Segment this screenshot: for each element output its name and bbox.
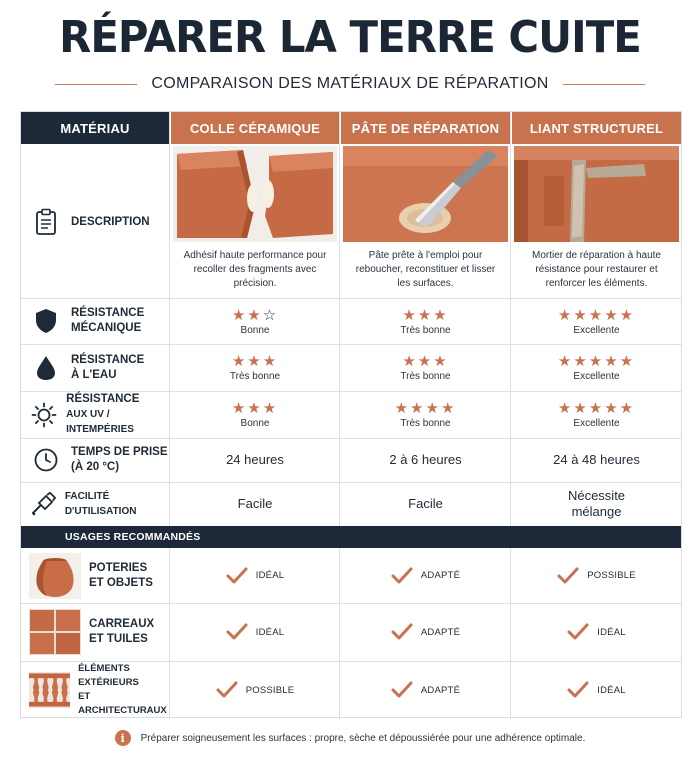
usage-label-carreaux bbox=[21, 603, 169, 661]
row-label-resistance-mecanique bbox=[21, 298, 169, 344]
header-colle-ceramique: COLLE CÉRAMIQUE bbox=[171, 112, 339, 144]
usage-rating-text: ADAPTÉ bbox=[420, 570, 461, 581]
star-filled-icon: ★ bbox=[588, 400, 605, 417]
star-filled-icon: ★ bbox=[231, 306, 248, 324]
check-icon bbox=[391, 567, 413, 585]
ease-of-use-value: Facile bbox=[237, 496, 273, 511]
check-icon bbox=[226, 623, 248, 641]
colle-ceramique-description: Adhésif haute performance pour recoller des fragments avec précision. bbox=[183, 250, 327, 289]
clock-icon bbox=[21, 448, 71, 472]
setting-time-value: 24 heures bbox=[226, 452, 284, 467]
star-filled-icon: ★ bbox=[231, 400, 248, 417]
column-divider bbox=[339, 112, 340, 719]
usages-section-header: USAGES RECOMMANDÉS bbox=[21, 526, 681, 548]
comparison-table bbox=[20, 111, 682, 718]
rating-cell bbox=[341, 298, 510, 344]
header-liant-structurel: LIANT STRUCTUREL bbox=[512, 112, 681, 144]
usage-rating-cell bbox=[171, 661, 339, 719]
row-label-resistance-uv bbox=[21, 391, 169, 438]
ease-of-use-cell bbox=[512, 482, 681, 526]
row-label-temps-de-prise bbox=[21, 438, 169, 482]
star-empty-icon: ☆ bbox=[262, 306, 279, 324]
usage-rating-text: ADAPTÉ bbox=[420, 684, 461, 696]
usage-rating-cell bbox=[512, 603, 681, 661]
row-label-description bbox=[21, 146, 169, 298]
usage-label-text: CARREAUX ET TUILES bbox=[89, 618, 155, 645]
subtitle-divider-left bbox=[55, 84, 137, 85]
star-filled-icon: ★ bbox=[425, 400, 441, 417]
colle-ceramique-photo bbox=[173, 146, 337, 242]
page-title: RÉPARER LA TERRE CUITE bbox=[59, 12, 641, 63]
usage-rating-cell bbox=[341, 661, 510, 719]
setting-time-cell bbox=[341, 438, 510, 482]
rating-text: Très bonne bbox=[400, 418, 451, 429]
page-subtitle: COMPARAISON DES MATÉRIAUX DE RÉPARATION bbox=[151, 75, 549, 92]
rating-cell bbox=[512, 344, 681, 391]
usage-rating-cell bbox=[512, 548, 681, 603]
usage-rating-cell bbox=[512, 661, 681, 719]
setting-time-cell bbox=[171, 438, 339, 482]
usage-label-elements-exterieurs bbox=[21, 661, 169, 719]
star-filled-icon: ★ bbox=[417, 353, 434, 370]
usage-rating-text: IDÉAL bbox=[255, 570, 285, 581]
star-filled-icon: ★ bbox=[247, 400, 263, 417]
star-filled-icon: ★ bbox=[410, 400, 426, 417]
star-filled-icon: ★ bbox=[604, 353, 620, 370]
row-label-text: RÉSISTANCE MÉCANIQUE bbox=[71, 307, 145, 334]
rating-text: Excellente bbox=[573, 324, 620, 336]
usage-rating-text: POSSIBLE bbox=[245, 684, 295, 696]
subtitle-row bbox=[0, 72, 700, 96]
star-rating bbox=[395, 400, 457, 417]
row-label-text: TEMPS DE PRISE (À 20 °C) bbox=[71, 446, 168, 473]
usage-rating-cell bbox=[341, 603, 510, 661]
star-rating bbox=[558, 353, 635, 370]
shield-icon bbox=[21, 308, 71, 334]
star-rating bbox=[232, 400, 278, 417]
star-filled-icon: ★ bbox=[402, 353, 418, 370]
star-rating bbox=[558, 307, 635, 324]
star-filled-icon: ★ bbox=[619, 353, 636, 370]
star-filled-icon: ★ bbox=[604, 306, 620, 324]
check-icon bbox=[391, 623, 413, 641]
setting-time-cell bbox=[512, 438, 681, 482]
liant-structurel-description: Mortier de réparation à haute résistance pour restaurer et renforcer les éléments. bbox=[532, 250, 661, 289]
check-icon bbox=[567, 681, 589, 699]
star-filled-icon: ★ bbox=[588, 306, 605, 324]
star-filled-icon: ★ bbox=[588, 353, 605, 370]
usage-rating-text: POSSIBLE bbox=[587, 570, 636, 581]
usage-rating-text: IDÉAL bbox=[597, 684, 626, 696]
star-rating bbox=[232, 307, 278, 324]
usage-rating-cell bbox=[171, 548, 339, 603]
row-label-facilite bbox=[21, 482, 169, 526]
tiles-thumbnail bbox=[29, 609, 81, 655]
star-filled-icon: ★ bbox=[557, 400, 574, 417]
check-icon bbox=[216, 681, 238, 699]
star-filled-icon: ★ bbox=[433, 353, 449, 370]
check-icon bbox=[391, 681, 413, 699]
row-label-text: FACILITÉ D'UTILISATION bbox=[64, 491, 137, 517]
usage-rating-cell bbox=[171, 603, 339, 661]
footer-note bbox=[0, 728, 700, 748]
ease-of-use-cell bbox=[341, 482, 510, 526]
liant-structurel-photo bbox=[514, 146, 679, 242]
rating-text: Bonne bbox=[240, 324, 270, 336]
star-filled-icon: ★ bbox=[262, 353, 279, 370]
ease-of-use-value: Facile bbox=[408, 496, 443, 511]
star-filled-icon: ★ bbox=[402, 306, 418, 324]
balustrade-thumbnail bbox=[29, 667, 70, 713]
pate-reparation-photo bbox=[343, 146, 508, 242]
row-label-text: DESCRIPTION bbox=[71, 215, 150, 228]
star-filled-icon: ★ bbox=[417, 306, 434, 324]
row-label-resistance-eau bbox=[21, 344, 169, 391]
check-icon bbox=[226, 567, 248, 585]
usage-label-poteries bbox=[21, 548, 169, 603]
column-divider bbox=[510, 112, 511, 719]
glue-gun-icon bbox=[21, 492, 65, 516]
rating-cell bbox=[171, 344, 339, 391]
rating-text: Bonne bbox=[240, 418, 270, 429]
header-material: MATÉRIAU bbox=[21, 112, 169, 144]
subtitle-divider-right bbox=[563, 84, 645, 85]
header-pate-reparation: PÂTE DE RÉPARATION bbox=[341, 112, 510, 144]
star-filled-icon: ★ bbox=[247, 306, 263, 324]
star-rating bbox=[558, 400, 635, 417]
rating-cell bbox=[171, 391, 339, 438]
ease-of-use-value: Nécessite mélange bbox=[567, 488, 626, 519]
rating-text: Très bonne bbox=[400, 324, 451, 336]
vase-thumbnail bbox=[29, 553, 81, 599]
star-filled-icon: ★ bbox=[247, 353, 263, 370]
star-filled-icon: ★ bbox=[619, 306, 636, 324]
star-filled-icon: ★ bbox=[619, 400, 636, 417]
star-rating bbox=[232, 353, 278, 370]
setting-time-value: 24 à 48 heures bbox=[553, 452, 640, 467]
check-icon bbox=[557, 567, 579, 585]
rating-text: Très bonne bbox=[400, 371, 451, 382]
rating-cell bbox=[512, 391, 681, 438]
rating-cell bbox=[341, 344, 510, 391]
star-filled-icon: ★ bbox=[573, 353, 589, 370]
usage-rating-text: ADAPTÉ bbox=[420, 626, 461, 638]
star-filled-icon: ★ bbox=[394, 400, 411, 417]
usage-label-text: ÉLÉMENTS EXTÉRIEURS ET ARCHITECTURAUX bbox=[78, 663, 167, 716]
column-divider bbox=[169, 112, 170, 719]
star-filled-icon: ★ bbox=[262, 400, 279, 417]
sun-icon bbox=[21, 402, 66, 428]
star-rating bbox=[402, 307, 448, 324]
rating-text: Excellente bbox=[573, 418, 620, 429]
usage-rating-text: IDÉAL bbox=[597, 626, 626, 638]
row-label-text: RÉSISTANCE AUX UV / INTEMPÉRIES bbox=[66, 393, 140, 435]
rating-cell bbox=[171, 298, 339, 344]
rating-text: Excellente bbox=[573, 371, 620, 382]
rating-cell bbox=[512, 298, 681, 344]
clipboard-icon bbox=[21, 208, 71, 236]
star-filled-icon: ★ bbox=[557, 306, 574, 324]
star-filled-icon: ★ bbox=[231, 353, 248, 370]
star-filled-icon: ★ bbox=[433, 306, 449, 324]
star-rating bbox=[402, 353, 448, 370]
usage-rating-text: IDÉAL bbox=[255, 626, 285, 638]
ease-of-use-cell bbox=[171, 482, 339, 526]
star-filled-icon: ★ bbox=[440, 400, 457, 417]
star-filled-icon: ★ bbox=[573, 306, 589, 324]
footer-text: Préparer soigneusement les surfaces : propre, sèche et dépoussiérée pour une adhérence optimale. bbox=[140, 732, 586, 744]
setting-time-value: 2 à 6 heures bbox=[389, 452, 462, 467]
pate-reparation-description: Pâte prête à l'emploi pour reboucher, reconstituer et lisser les surfaces. bbox=[355, 250, 496, 289]
star-filled-icon: ★ bbox=[604, 400, 620, 417]
usage-label-text: POTERIES ET OBJETS bbox=[89, 561, 153, 589]
row-label-text: RÉSISTANCE À L'EAU bbox=[71, 353, 145, 381]
star-filled-icon: ★ bbox=[573, 400, 589, 417]
star-filled-icon: ★ bbox=[557, 353, 574, 370]
check-icon bbox=[567, 623, 589, 641]
info-icon: i bbox=[115, 730, 131, 746]
usage-rating-cell bbox=[341, 548, 510, 603]
rating-text: Très bonne bbox=[229, 371, 281, 382]
rating-cell bbox=[341, 391, 510, 438]
water-drop-icon bbox=[21, 355, 71, 381]
